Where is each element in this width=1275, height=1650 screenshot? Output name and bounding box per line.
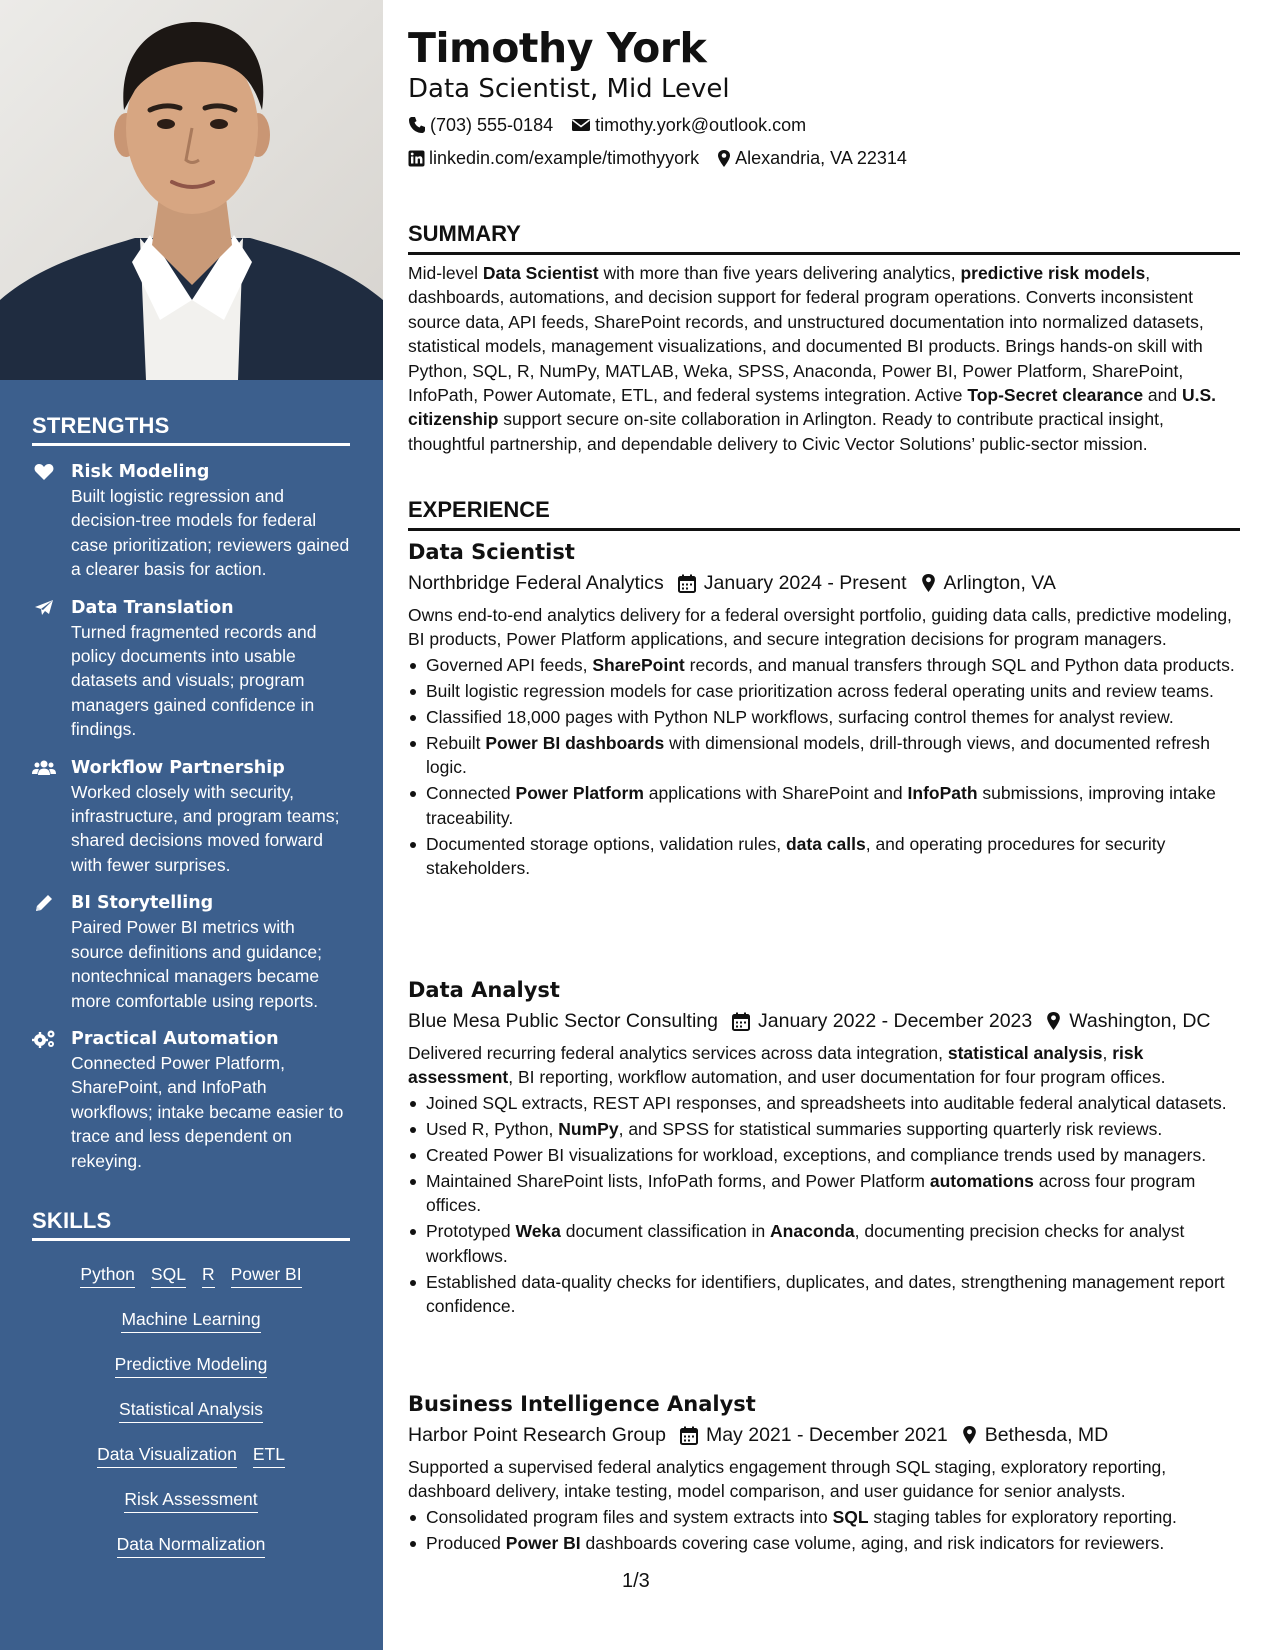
job-entry [408, 538, 1240, 882]
map-pin-icon [1046, 1011, 1061, 1031]
calendar-icon [732, 1012, 750, 1031]
job-bullet: Built logistic regression models for case prioritization across federal operating units and review teams. [408, 679, 1240, 703]
skill-tag: SQL [151, 1263, 186, 1288]
job-dates: January 2024 - Present [703, 572, 907, 594]
map-pin-icon [717, 149, 731, 168]
job-bullet: Consolidated program files and system extracts into SQL staging tables for exploratory reporting. [408, 1505, 1240, 1529]
skills-row [32, 1343, 350, 1388]
job-bullets [408, 653, 1240, 881]
candidate-role: Data Scientist, Mid Level [408, 74, 730, 104]
calendar-icon [680, 1426, 698, 1445]
job-company: Blue Mesa Public Sector Consulting [408, 1010, 718, 1032]
skills-row [32, 1478, 350, 1523]
skills-row [32, 1298, 350, 1343]
job-bullet: Documented storage options, validation rules, data calls, and operating procedures for security stakeholders. [408, 832, 1240, 881]
job-bullet: Used R, Python, NumPy, and SPSS for statistical summaries supporting quarterly risk reviews. [408, 1117, 1240, 1141]
strength-item [32, 756, 350, 878]
emphasis-text: risk assessment [408, 1043, 1144, 1088]
emphasis-text: Top-Secret clearance [967, 385, 1144, 406]
job-company: Harbor Point Research Group [408, 1424, 666, 1446]
phone-text: (703) 555-0184 [430, 115, 554, 135]
emphasis-text: U.S. citizenship [408, 385, 1217, 430]
job-bullet: Governed API feeds, SharePoint records, and manual transfers through SQL and Python data products. [408, 653, 1240, 677]
map-pin-icon [921, 573, 936, 593]
emphasis-text: automations [929, 1170, 1034, 1191]
skill-tag: R [202, 1263, 215, 1288]
candidate-name: Timothy York [408, 24, 707, 72]
skills-row [32, 1523, 350, 1568]
skill-tag: Data Visualization [97, 1443, 237, 1468]
strength-title: Practical Automation [71, 1028, 279, 1049]
job-meta [408, 1421, 1240, 1449]
strengths-heading: STRENGTHS [32, 413, 350, 446]
job-meta [408, 1007, 1240, 1035]
pencil-icon [32, 893, 56, 913]
emphasis-text: statistical analysis [947, 1043, 1103, 1063]
skill-tag: Data Normalization [117, 1533, 266, 1558]
job-location: Washington, DC [1069, 1010, 1211, 1032]
sidebar [0, 0, 383, 1650]
job-location: Bethesda, MD [984, 1424, 1109, 1446]
strength-item [32, 891, 350, 1013]
strength-title: BI Storytelling [71, 893, 214, 914]
job-bullet: Classified 18,000 pages with Python NLP workflows, surfacing control themes for analyst review. [408, 705, 1240, 729]
strengths-section [32, 413, 350, 1173]
skills-row [32, 1253, 350, 1298]
summary-text: Mid-level Data Scientist with more than five years delivering analytics, predictive risk models, dashboards, automations, and decision support for federal program operations. Converts inconsistent source data, API feeds, SharePoint records, and unstructured documentation into normalized datasets, statistical models, management visualizations, and documented BI products. Brings hands-on skill with Python, SQL, R, NumPy, MATLAB, Weka, SPSS, Anaconda, Power BI, Power Platform, SharePoint, InfoPath, Power Automate, ETL, and federal systems integration. Active Top-Secret clearance and U.S. citizenship support secure on-site collaboration in Arlington. Ready to contribute practical insight, thoughtful partnership, and dependable delivery to Civic Vector Solutions’ public-sector mission. [408, 263, 1217, 454]
emphasis-text: Anaconda [770, 1221, 855, 1242]
job-entry [408, 976, 1240, 1320]
paper-plane-icon [32, 598, 56, 618]
skills-section [32, 1208, 350, 1568]
page-number: 1/3 [622, 1570, 650, 1592]
skill-tag: Risk Assessment [124, 1488, 257, 1513]
linkedin-icon [408, 150, 425, 167]
users-icon [32, 758, 56, 778]
job-bullet: Connected Power Platform applications with SharePoint and InfoPath submissions, improving intake traceability. [408, 781, 1240, 830]
strength-desc: Connected Power Platform, SharePoint, and InfoPath workflows; intake became easier to trace and less dependent on rekeying. [71, 1052, 344, 1171]
gears-icon [32, 1029, 56, 1049]
job-description: Supported a supervised federal analytics engagement through SQL staging, exploratory reporting, dashboard delivery, intake testing, model comparison, and user guidance for senior analysts. [408, 1457, 1167, 1502]
job-bullet: Rebuilt Power BI dashboards with dimensional models, drill-through views, and documented refresh logic. [408, 731, 1240, 780]
job-bullets [408, 1091, 1240, 1319]
linkedin-text: linkedin.com/example/timothyyork [429, 148, 700, 168]
job-bullet: Established data-quality checks for identifiers, duplicates, and dates, strengthening management report confidence. [408, 1270, 1240, 1319]
skills-row [32, 1388, 350, 1433]
contact-email[interactable] [571, 113, 806, 137]
skill-tag: ETL [253, 1443, 285, 1468]
experience-heading: EXPERIENCE [408, 496, 1240, 531]
job-bullets [408, 1505, 1240, 1555]
job-description: Delivered recurring federal analytics services across data integration, statistical analysis, risk assessment, BI reporting, workflow automation, and user documentation for four program offices. [408, 1043, 1166, 1088]
skill-tag: Python [80, 1263, 134, 1288]
skills-list [32, 1253, 350, 1568]
contact-row [408, 146, 907, 170]
strength-desc: Paired Power BI metrics with source definitions and guidance; nontechnical managers became more comfortable using reports. [71, 917, 323, 1011]
skill-tag: Predictive Modeling [115, 1353, 268, 1378]
emphasis-text: InfoPath [907, 783, 978, 804]
job-entry [408, 1390, 1240, 1557]
phone-icon [408, 116, 426, 134]
job-dates: May 2021 - December 2021 [705, 1424, 948, 1446]
contact-linkedin[interactable] [408, 146, 699, 170]
job-bullet: Maintained SharePoint lists, InfoPath forms, and Power Platform automations across four program offices. [408, 1169, 1240, 1218]
job-title: Business Intelligence Analyst [408, 1392, 756, 1416]
strength-desc: Worked closely with security, infrastructure, and program teams; shared decisions moved forward with fewer surprises. [71, 781, 340, 875]
profile-photo [0, 0, 383, 380]
job-company: Northbridge Federal Analytics [408, 572, 664, 594]
job-dates: January 2022 - December 2023 [758, 1010, 1033, 1032]
skills-row [32, 1433, 350, 1478]
job-bullet: Prototyped Weka document classification in Anaconda, documenting precision checks for analyst workflows. [408, 1219, 1240, 1268]
envelope-icon [571, 117, 591, 133]
location-text: Alexandria, VA 22314 [735, 148, 907, 168]
contact-row [408, 113, 806, 137]
heart-icon [32, 462, 56, 482]
calendar-icon [678, 574, 696, 593]
strength-item [32, 1027, 350, 1173]
job-meta [408, 569, 1240, 597]
emphasis-text: SQL [832, 1506, 869, 1527]
skill-tag: Power BI [231, 1263, 302, 1288]
emphasis-text: Power BI dashboards [485, 732, 665, 753]
emphasis-text: SharePoint [592, 654, 685, 675]
job-bullet: Produced Power BI dashboards covering case volume, aging, and risk indicators for reviewers. [408, 1531, 1240, 1555]
emphasis-text: Power Platform [515, 783, 644, 804]
strength-item [32, 596, 350, 742]
emphasis-text: predictive risk models [960, 263, 1146, 283]
emphasis-text: Power BI [505, 1532, 581, 1553]
job-title: Data Scientist [408, 540, 575, 564]
emphasis-text: Data Scientist [482, 263, 599, 283]
emphasis-text: Weka [515, 1221, 561, 1242]
strength-title: Workflow Partnership [71, 757, 285, 778]
map-pin-icon [962, 1425, 977, 1445]
job-location: Arlington, VA [943, 572, 1056, 594]
strength-title: Risk Modeling [71, 462, 210, 482]
strength-desc: Turned fragmented records and policy documents into usable datasets and visuals; program managers gained confidence in findings. [71, 621, 317, 740]
summary-heading: SUMMARY [408, 220, 1240, 255]
strength-desc: Built logistic regression and decision-tree models for federal case prioritization; reviewers gained a clearer basis for action. [71, 486, 350, 580]
contact-phone[interactable] [408, 113, 553, 137]
strength-title: Data Translation [71, 597, 234, 618]
contact-location [717, 146, 907, 170]
emphasis-text: data calls [785, 833, 866, 854]
job-title: Data Analyst [408, 978, 560, 1002]
strength-item [32, 460, 350, 582]
email-text: timothy.york@outlook.com [595, 115, 807, 135]
job-bullet: Joined SQL extracts, REST API responses, and spreadsheets into auditable federal analytical datasets. [408, 1091, 1240, 1115]
job-description: Owns end-to-end analytics delivery for a federal oversight portfolio, guiding data calls, predictive modeling, BI products, Power Platform applications, and secure integration decisions for program managers. [408, 605, 1232, 650]
skills-heading: SKILLS [32, 1208, 350, 1241]
job-bullet: Created Power BI visualizations for workload, exceptions, and compliance trends used by managers. [408, 1143, 1240, 1167]
skill-tag: Machine Learning [121, 1308, 260, 1333]
emphasis-text: NumPy [558, 1118, 619, 1139]
skill-tag: Statistical Analysis [119, 1398, 263, 1423]
